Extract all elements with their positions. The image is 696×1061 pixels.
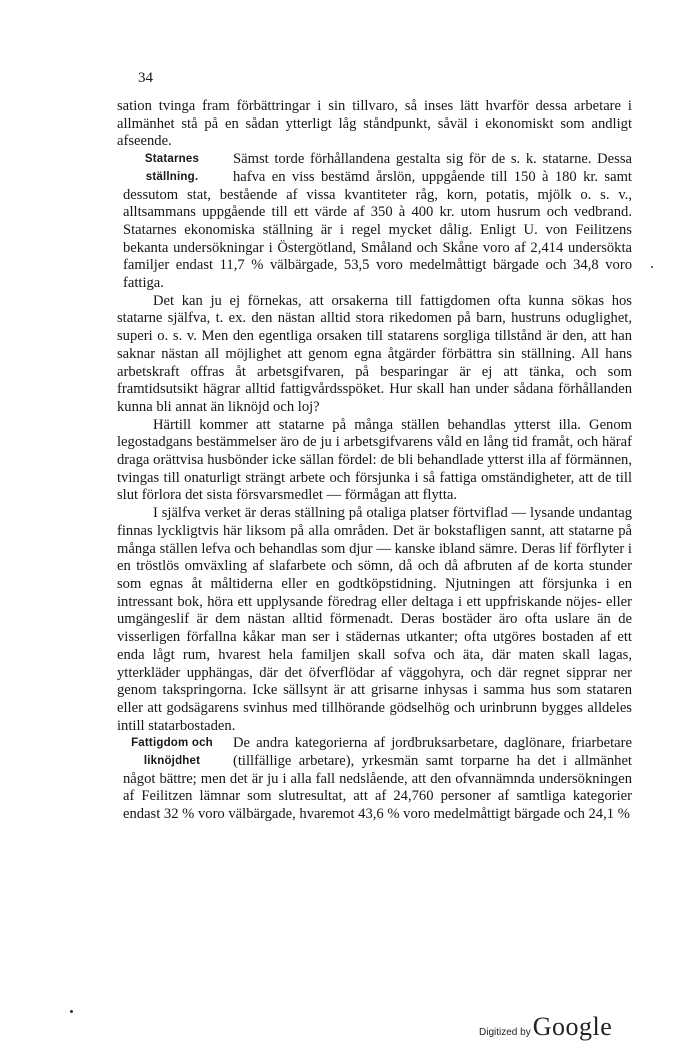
paragraph-statarnes-3: Härtill kommer att statarne på många ställen behandlas ytterst illa. Genom legostadgans bestämmelser äro de ju i arbetsgifvarens våld en lång tid framåt, och häraf draga orättvisa husbönder icke sällan fördel: de bli behandlade ytterst illa af förmännen, tvingas till onaturligt strängt arbete och försjunka i så fattiga omständigheter, att de till slut förlora det sista försvarsmedlet — förmågan att flytta. [117, 416, 632, 504]
scan-speck [651, 266, 653, 268]
scan-speck [70, 1010, 73, 1013]
side-label-line: Statarnes [144, 153, 200, 166]
side-label-statarnes [117, 151, 227, 186]
digitized-by-label: Digitized by [479, 1027, 531, 1038]
side-label-line: ställning. [145, 170, 199, 183]
google-logo: Google [532, 1012, 613, 1041]
digitized-watermark [479, 1012, 612, 1042]
paragraph-fattigdom-1: De andra kategorierna af jordbruksarbetare, daglönare, friarbetare (tillfällige arbetare), yrkesmän samt torparne ha det i allmänhet något bättre; men det är ju i alla fall nedslående, att den ofvannämnda undersökningen af Feilitzen lämnar som slutresultat, att af 24,760 personer af samtliga kategorier endast 32 % voro välbärgade, hvaremot 43,6 % voro medelmåttigt bärgade och 24,1 % [123, 735, 632, 823]
side-label-line: Fattigdom och [131, 737, 213, 750]
side-label-line: liknöjdhet [143, 755, 201, 768]
page-number: 34 [138, 70, 153, 86]
paragraph-statarnes-2: Det kan ju ej förnekas, att orsakerna till fattigdomen ofta kunna sökas hos statarne själfva, t. ex. den nästan alltid stora rikedomen på barn, hustruns oduglighet, superi o. s. v. Men den egentliga orsaken till statarens sorgliga tillstånd är den, att han saknar nästan all möjlighet att genom egna åtgärder förbättra sin ställning. All hans arbetskraft offras åt arbetsgifvaren, på besparingar är ej att tänka, och som framtidsutsikt hägrar alltid fattigvårdsspöket. Hur skall han under sådana förhållanden kunna bli annat än liknöjd och loj? [117, 292, 632, 415]
paragraph-continuation: sation tvinga fram förbättringar i sin tillvaro, så inses lätt hvarför dessa arbetare i allmänhet stå på en sådan ytterligt låg ståndpunkt, såväl i ekonomiskt som andligt afseende. [117, 98, 632, 150]
body-text [117, 98, 632, 824]
side-label-fattigdom [117, 735, 227, 770]
paragraph-statarnes-1: Sämst torde förhållandena gestalta sig för de s. k. statarne. Dessa hafva en viss bestämd årslön, uppgående till 150 à 180 kr. samt dessutom stat, bestående af vissa kvantiteter råg, korn, potatis, mjölk o. s. v., alltsammans uppgående till ett värde af 350 à 400 kr. utom husrum och vedbrand. Statarnes ekonomiska ställning är i regel mycket dålig. Enligt U. von Feilitzens bekanta undersökningar i Östergötland, Småland och Skåne voro af 2,414 undersökta familjer endast 11,7 % välbärgade, 53,5 voro medelmåttigt bärgade och 34,8 voro fattiga. [123, 151, 632, 292]
paragraph-statarnes-4: I själfva verket är deras ställning på otaliga platser förtviflad — lysande undantag finnas lyckligtvis här liksom på alla områden. Det är bokstafligen sannt, att statarne på många ställen lefva och behandlas som djur — kanske ibland sämre. Deras lif förflyter i en tröstlös omväxling af slafarbete och sömn, då och då afbruten af de korta stunder som egnas åt måltiderna eller en godtköpstidning. Njutningen att försjunka i en intressant bok, höra ett upplysande föredrag eller deltaga i ett uppfriskande nöjes- eller umgängeslif är dem nästan alltid förmenadt. Deras bostäder äro ofta uslare än de visserligen förfallna kåkar man ser i städernas utkanter; ofta utgöres bostaden af ett enda lågt rum, hvarest hela familjen skall sofva och äta, där maten skall lagas, ytterkläder upphängas, där det öfverflödar af väggohyra, och där regnet sipprar ner genom takspringorna. Icke sällsynt är att grisarne inhysas i samma hus som stataren eller att godsägarens svinhus med tillhörande gödselhög och urinbrunn bygges alldeles intill statarbostaden. [117, 505, 632, 734]
